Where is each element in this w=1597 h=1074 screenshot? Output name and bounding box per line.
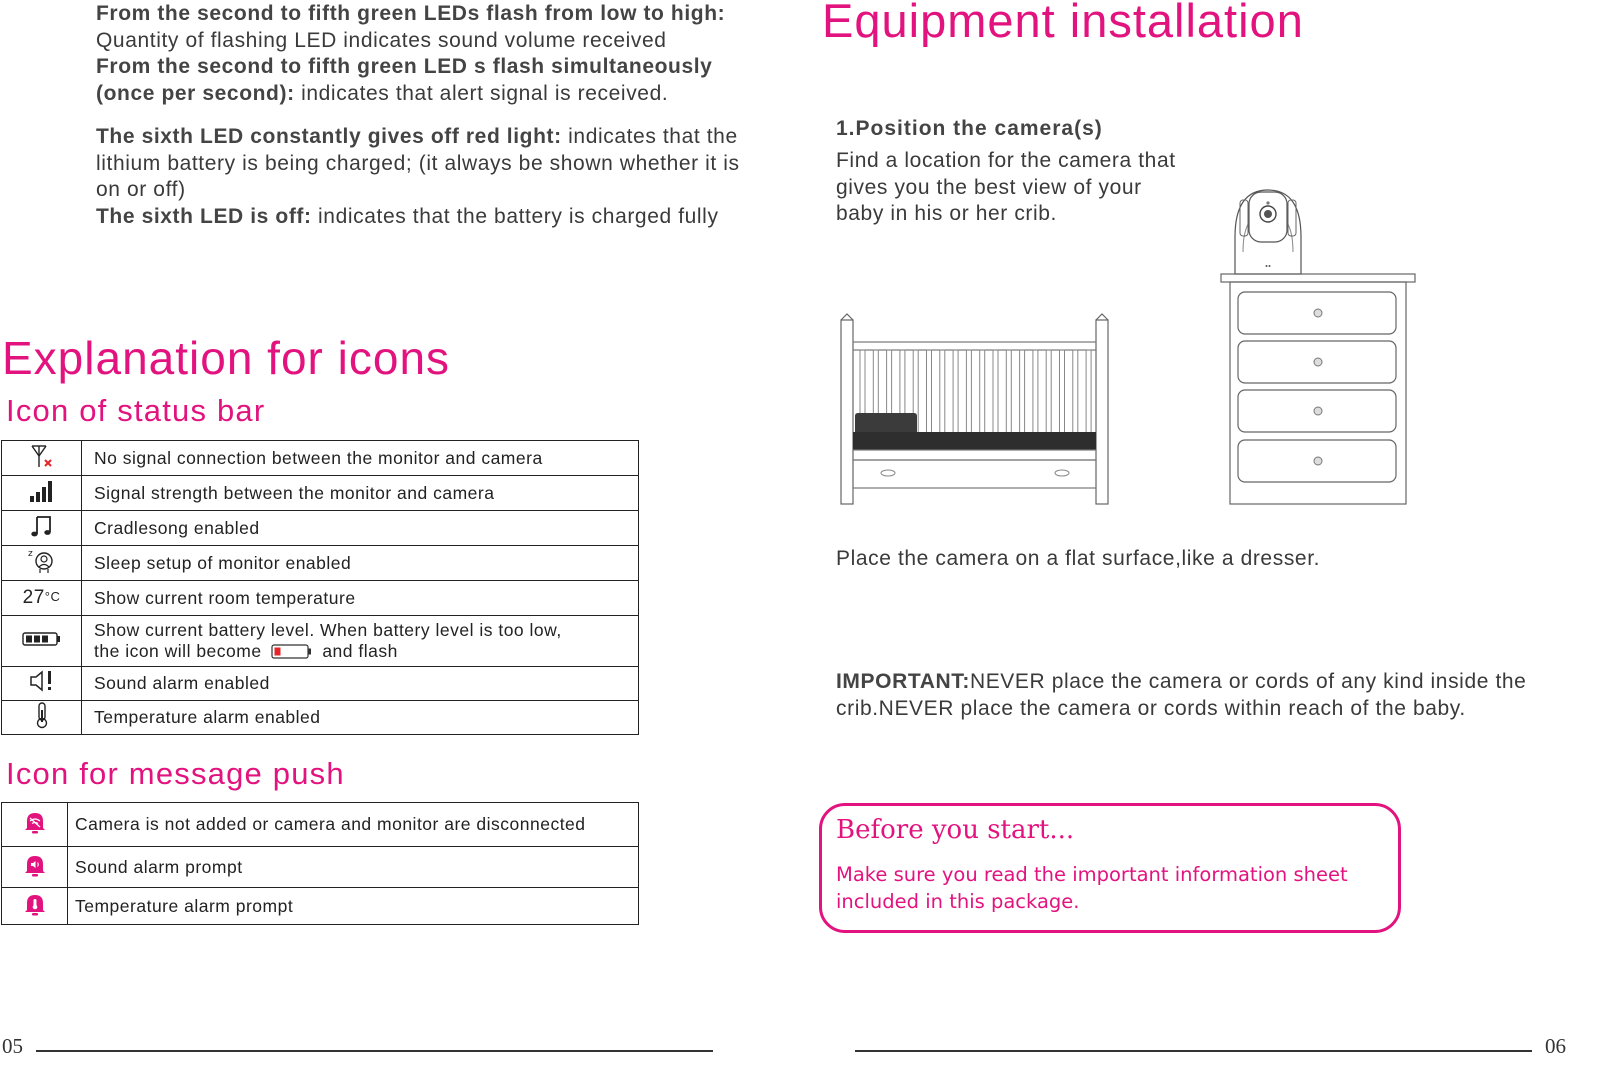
sleep-setup-icon xyxy=(2,546,82,581)
push-row-text: Temperature alarm prompt xyxy=(68,888,639,925)
table-row xyxy=(2,803,639,847)
status-row-text-line2 xyxy=(94,641,638,662)
led-p2-bold: From the second to fifth green LED s flash simultaneously (once per second): xyxy=(96,55,713,105)
installation-heading: Equipment installation xyxy=(822,0,1304,47)
led-paragraph-1 xyxy=(96,1,756,54)
table-row xyxy=(2,511,639,546)
temperature-unit: °C xyxy=(44,589,61,604)
camera-illustration xyxy=(1235,190,1301,274)
important-note xyxy=(836,669,1556,722)
status-bar-heading: Icon of status bar xyxy=(6,393,266,428)
page-number-right: 06 xyxy=(1545,1034,1566,1058)
dresser-drawers xyxy=(1238,292,1396,482)
led-paragraph-2 xyxy=(96,54,756,107)
bell-temperature-icon xyxy=(2,888,68,925)
status-row-text: No signal connection between the monitor and camera xyxy=(82,441,639,476)
battery-icon xyxy=(2,616,82,667)
led-p4-bold: The sixth LED is off: xyxy=(96,204,312,228)
footer-rule-left xyxy=(36,1050,713,1052)
sound-alarm-icon xyxy=(2,667,82,701)
table-row xyxy=(2,616,639,667)
table-row xyxy=(2,476,639,511)
status-row-text: Sleep setup of monitor enabled xyxy=(82,546,639,581)
signal-strength-icon xyxy=(2,476,82,511)
table-row xyxy=(2,701,639,735)
led-paragraph-4 xyxy=(96,204,756,231)
temperature-value: 27 xyxy=(22,587,45,608)
footer-rule-right xyxy=(855,1050,1532,1052)
before-you-start-text: Make sure you read the important information sheet included in this package. xyxy=(836,863,1348,913)
icons-heading: Explanation for icons xyxy=(2,332,451,384)
table-row xyxy=(2,546,639,581)
dresser-camera-illustration xyxy=(1218,182,1418,507)
page-number-left: 05 xyxy=(2,1034,23,1058)
message-push-heading: Icon for message push xyxy=(6,756,345,791)
svg-text:z: z xyxy=(27,548,33,559)
status-row-text: Show current room temperature xyxy=(82,581,639,616)
led-p1-text: Quantity of flashing LED indicates sound volume received xyxy=(96,28,667,52)
status-row-text: Signal strength between the monitor and camera xyxy=(82,476,639,511)
led-paragraph-3 xyxy=(96,124,756,204)
message-push-table xyxy=(1,802,639,925)
battery-text-before: the icon will become xyxy=(94,641,262,661)
led-p1-bold: From the second to fifth green LEDs flash from low to high: xyxy=(96,2,726,25)
led-p3-bold: The sixth LED constantly gives off red light: xyxy=(96,125,562,148)
led-info xyxy=(96,1,756,230)
before-you-start-title: Before you start... xyxy=(836,815,1075,845)
led-p4-text: indicates that the battery is charged fully xyxy=(311,204,719,228)
table-row xyxy=(2,441,639,476)
led-p2-text: indicates that alert signal is received. xyxy=(294,81,669,105)
important-label: IMPORTANT: xyxy=(836,670,970,693)
no-signal-icon xyxy=(2,441,82,476)
status-row-text: Show current battery level. When battery level is too low, xyxy=(94,620,562,640)
table-row xyxy=(2,667,639,701)
step1-text: Find a location for the camera that gives you the best view of your baby in his or her crib. xyxy=(836,149,1176,225)
thermometer-icon xyxy=(2,701,82,735)
music-note-icon xyxy=(2,511,82,546)
led-p3-text: indicates that the lithium battery is being charged; (it always be shown whether it is on or off) xyxy=(96,125,740,201)
push-row-text: Sound alarm prompt xyxy=(68,847,639,888)
status-row-text: Temperature alarm enabled xyxy=(82,701,639,735)
step1-title: 1.Position the camera(s) xyxy=(836,117,1103,140)
low-battery-icon xyxy=(271,643,313,660)
status-row-text: Cradlesong enabled xyxy=(82,511,639,546)
table-row xyxy=(2,581,639,616)
crib-illustration xyxy=(836,312,1114,508)
table-row xyxy=(2,888,639,925)
status-row-text: Sound alarm enabled xyxy=(82,667,639,701)
status-bar-table xyxy=(1,440,639,735)
table-row xyxy=(2,847,639,888)
push-row-text: Camera is not added or camera and monitor are disconnected xyxy=(68,803,639,847)
battery-text-after: and flash xyxy=(322,641,398,661)
bell-disconnected-icon xyxy=(2,803,68,847)
temperature-readout-icon xyxy=(2,581,82,616)
bell-sound-icon xyxy=(2,847,68,888)
place-text: Place the camera on a flat surface,like a dresser. xyxy=(836,547,1321,570)
important-text: NEVER place the camera or cords of any kind inside the crib.NEVER place the camera or cords within reach of the baby. xyxy=(836,670,1527,720)
before-you-start-box xyxy=(819,803,1401,933)
